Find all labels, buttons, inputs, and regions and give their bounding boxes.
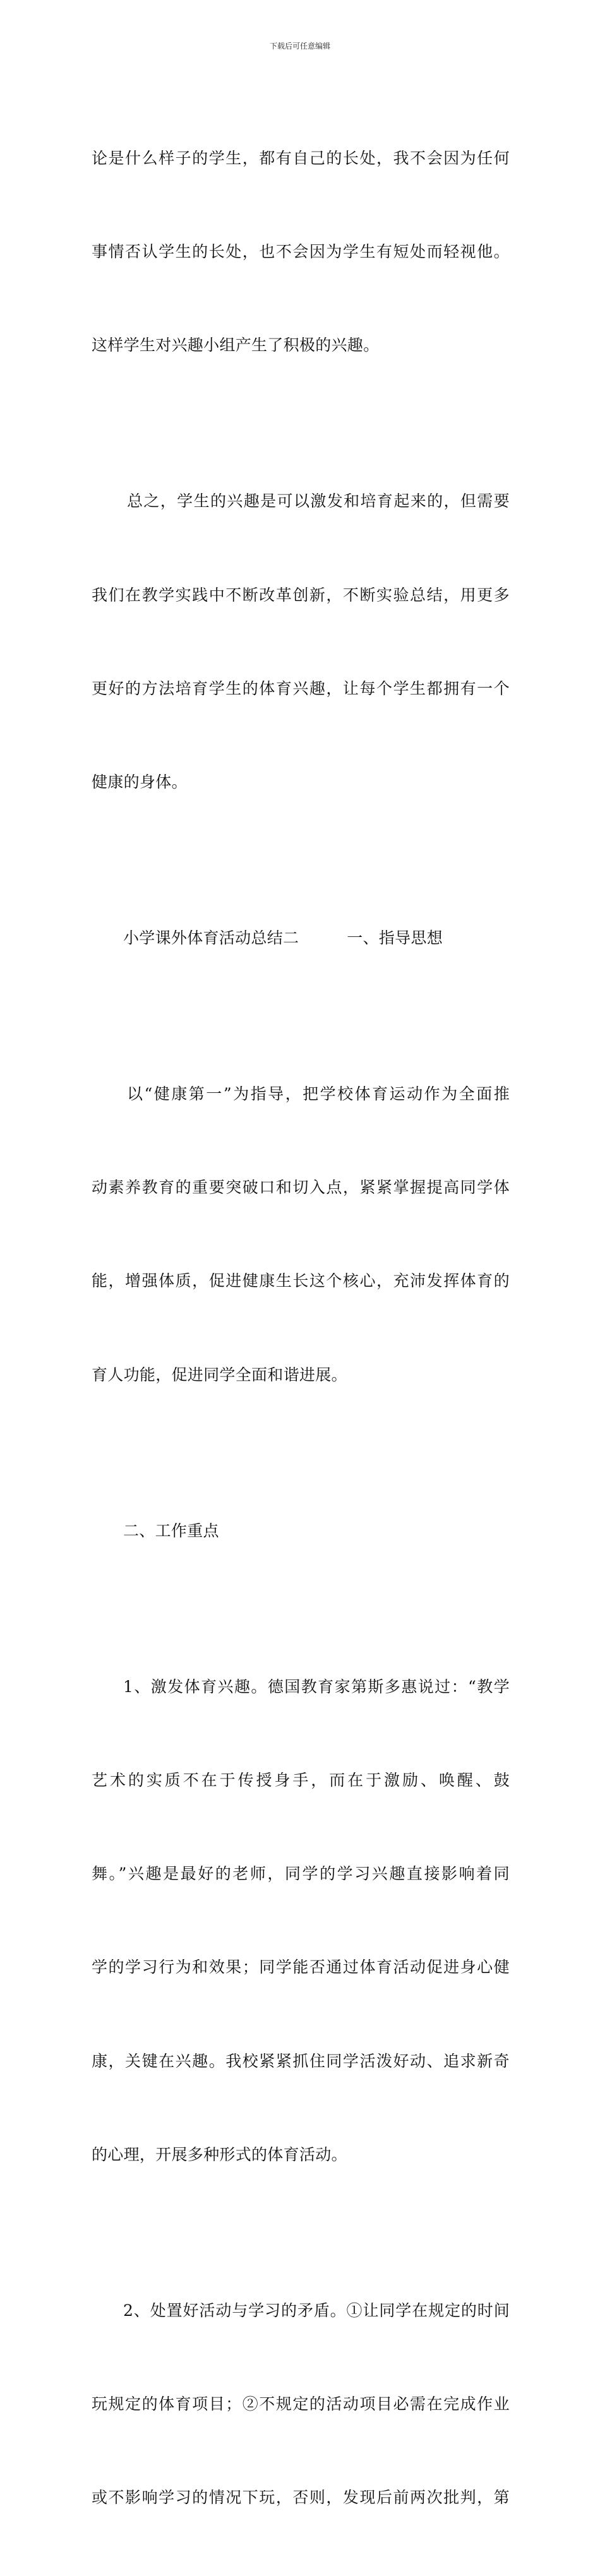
text-line: 康，关键在兴趣。我校紧紧抓住同学活泼好动、追求新奇 — [92, 2051, 510, 2070]
text-line: 健康的身体。 — [92, 772, 188, 791]
text-line: 育人功能，促进同学全面和谐进展。 — [92, 1365, 347, 1384]
text-line: 小学课外体育活动总结二 一、指导思想 — [123, 928, 443, 947]
text-line: 学的学习行为和效果；同学能否通过体育活动促进身心健 — [92, 1958, 510, 1977]
paragraph — [92, 80, 510, 423]
text-line: 二、工作重点 — [123, 1521, 219, 1540]
text-line: 艺术的实质不在于传授身手，而在于激励、唤醒、鼓 — [92, 1770, 510, 1789]
text-line: 我们在教学实践中不断改革创新，不断实验总结，用更多 — [92, 585, 510, 604]
section-heading — [92, 1453, 510, 1609]
text-line: 能，增强体质，促进健康生长这个核心，充沛发挥体育的 — [92, 1272, 510, 1291]
page-header-note: 下载后可任意编辑 — [269, 42, 330, 51]
text-line: 的心理，开展多种形式的体育活动。 — [92, 2145, 347, 2164]
paragraph — [92, 1609, 510, 2233]
section-heading — [92, 860, 510, 1016]
text-line: 1、激发体育兴趣。德国教育家第斯多惠说过：“教学 — [123, 1677, 510, 1696]
text-line: 更好的方法培育学生的体育兴趣，让每个学生都拥有一个 — [92, 679, 510, 698]
text-line: 2、处置好活动与学习的矛盾。①让同学在规定的时间 — [123, 2301, 510, 2320]
text-line: 玩规定的体育项目；②不规定的活动项目必需在完成作业 — [92, 2395, 510, 2414]
text-line: 以“健康第一”为指导，把学校体育运动作为全面推 — [127, 1085, 510, 1103]
text-line: 或不影响学习的情况下玩，否则，发现后前两次批判，第 — [92, 2488, 510, 2507]
text-line: 事情否认学生的长处，也不会因为学生有短处而轻视他。 — [92, 242, 510, 261]
paragraph — [92, 1016, 510, 1453]
paragraph — [92, 423, 510, 860]
text-line: 这样学生对兴趣小组产生了积极的兴趣。 — [92, 336, 380, 355]
document-body — [92, 80, 510, 2576]
text-line: 论是什么样子的学生，都有自己的长处，我不会因为任何 — [92, 148, 510, 167]
paragraph — [92, 2233, 510, 2575]
text-line: 总之，学生的兴趣是可以激发和培育起来的，但需要 — [127, 492, 510, 511]
text-line: 动素养教育的重要突破口和切入点，紧紧掌握提高同学体 — [92, 1178, 510, 1197]
text-line: 舞。”兴趣是最好的老师，同学的学习兴趣直接影响着同 — [92, 1864, 510, 1883]
